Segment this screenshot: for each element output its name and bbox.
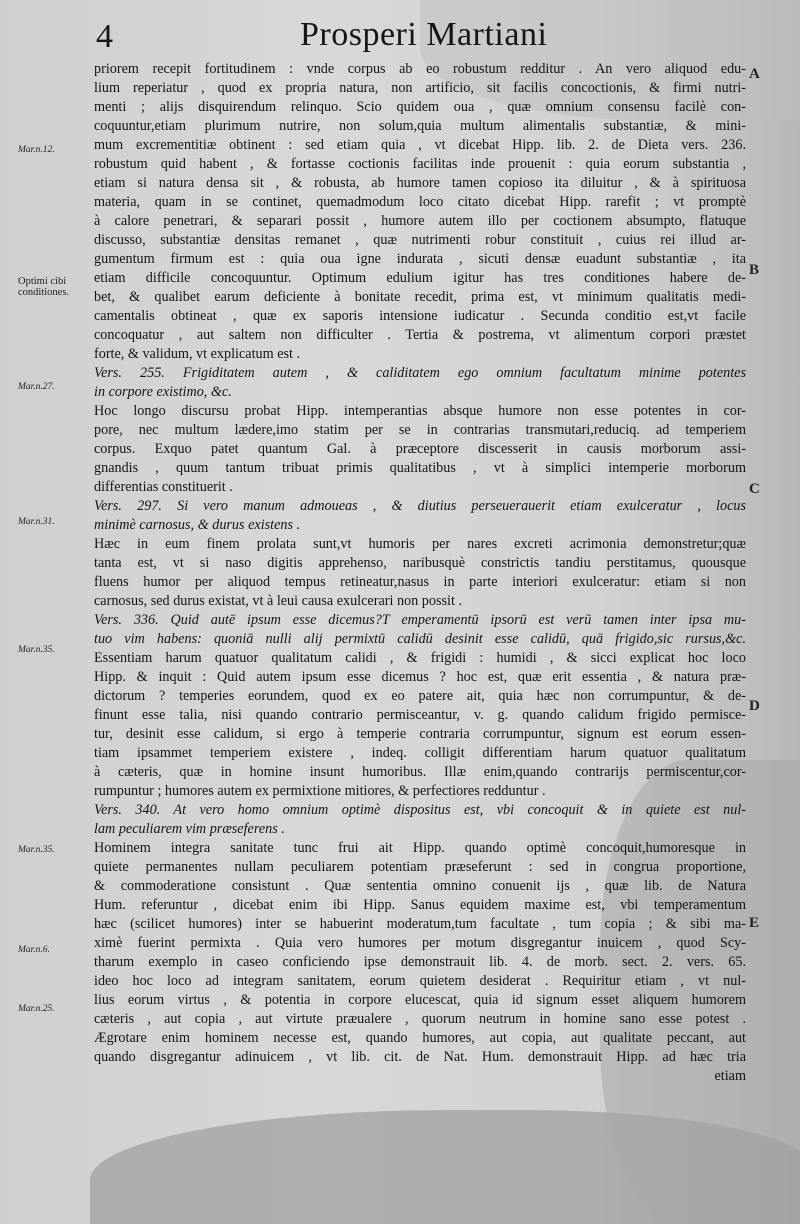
- margin-note: Optimi cibi conditiones.: [18, 276, 70, 298]
- verse-quote-line: Vers. 340. At vero homo omnium optimè dispositus est, vbi concoquit & in quiete est nul-: [94, 802, 746, 818]
- text-line: gnandis , quum tantum tribuat primis qualitatibus , vt à simplici intemperie morborum: [94, 460, 746, 476]
- text-line: priorem recepit fortitudinem : vnde corpus ab eo robustum redditur . An vero aliquod edu-: [94, 61, 746, 77]
- verse-quote-line: Vers. 255. Frigiditatem autem , & caliditatem ego omnium facultatum minime potentes: [94, 365, 746, 381]
- text-line: & commoderatione consistunt . Quæ sententia omnino conuenit ijs , quæ lib. de Natura: [94, 878, 746, 894]
- text-line: robustum quid habent , & fortasse coctionis facilitas inde prouenit : quia eorum substantia ,: [94, 156, 746, 172]
- text-line: finunt esse talia, nisi quando contrario permisceantur, v. g. quando calidum frigido permisce-: [94, 707, 746, 723]
- page-number: 4: [96, 18, 113, 55]
- margin-note: Mar.n.35.: [18, 845, 55, 855]
- text-line: materia, quam in se continet, quemadmodum loco citato dicebat Hipp. rarefit ; vt promptè: [94, 194, 746, 210]
- margin-note: Mar.n.27.: [18, 382, 55, 392]
- text-line: pore, nec multum lædere,imo statim per se in contrarias transmutari,reduciq. ad temperiem: [94, 422, 746, 438]
- text-line: ximè fuerint permixta . Quia vero humores per motum disgregantur inuicem , quod Scy-: [94, 935, 746, 951]
- text-line: Essentiam harum quatuor qualitatum calidi , & frigidi : humidi , & sicci explicat hoc loco: [94, 650, 746, 666]
- section-letter: E: [749, 915, 760, 931]
- verse-quote-line: lam peculiarem vim præseferens .: [94, 821, 285, 837]
- text-line: camentalis obtineat , quæ ex saporis intensione iudicatur . Secunda conditio est,vt facile: [94, 308, 746, 324]
- text-line: gumentum firmum est : quia oua igne indurata , sicuti densæ euadunt substantiæ , ita: [94, 251, 746, 267]
- text-line: coquuntur,etiam plurimum nutrire, non solum,quia multum alimentalis substantiæ, & mini-: [94, 118, 746, 134]
- text-line: corpus. Exquo patet quantum Gal. à præceptore discesserit in causis morborum assi-: [94, 441, 746, 457]
- text-line: menti ; alijs disquirendum relinquo. Scio quidem oua , quæ omnium consensu facilè con-: [94, 99, 746, 115]
- section-letter: B: [749, 262, 760, 278]
- text-line: etiam si natura densa sit , & robusta, ab humore tamen copioso ita diluitur , & à spirituosa: [94, 175, 746, 191]
- text-line: à calore penetrari, & separari possit , humore autem illo per coctionem absumpto, flatuque: [94, 213, 746, 229]
- verse-quote-line: minimè carnosus, & durus existens .: [94, 517, 301, 533]
- text-line: dictorum ? temperies eorundem, quod ex eo patere ait, quia hæc non corrumpuntur, & de-: [94, 688, 746, 704]
- section-letter: D: [749, 698, 760, 714]
- verse-quote-line: in corpore existimo, &c.: [94, 384, 232, 400]
- margin-note: Mar.n.12.: [18, 145, 55, 155]
- text-line: lius eorum virtus , & potentia in corpore elucescat, quia id signum esset aliquem humorem: [94, 992, 746, 1008]
- running-head: Prosperi Martiani: [300, 16, 548, 53]
- text-line: tur, desinit esse calidum, si ergo à temperie contraria corrumpuntur, signum est eorum essen-: [94, 726, 746, 742]
- text-line: carnosus, sed durus existat, vt à leui causa exulcerari non possit .: [94, 593, 462, 609]
- text-line: Hipp. & inquit : Quid autem ipsum esse dicemus ? hoc est, quæ erit essentia , & natura præ-: [94, 669, 746, 685]
- text-line: Hoc longo discursu probat Hipp. intemperantias absque humore non esse potentes in cor-: [94, 403, 746, 419]
- text-line: ideo hoc loco ad integram sanitatem, eorum quietem desiderat . Requiritur etiam , vt nul-: [94, 973, 746, 989]
- text-line: rumpuntur ; humores autem ex permixtione mitiores, & perfectiores redduntur .: [94, 783, 546, 799]
- text-line: tanta est, vt si naso digitis apprehenso, naribusquè constrictis tandiu perstitamus, quousque: [94, 555, 746, 571]
- section-letter: C: [749, 481, 760, 497]
- margin-note: Mar.n.35.: [18, 645, 55, 655]
- text-line: etiam difficile concoquuntur. Optimum edulium igitur has tres conditiones habere de-: [94, 270, 746, 286]
- text-line: concoquatur , aut saltem non difficulter . Tertia & postrema, vt alimentum corpori præstet: [94, 327, 746, 343]
- text-line: discusso, substantiæ densitas remanet , quæ nutrimenti robur constituit , cuius rei illud ar-: [94, 232, 746, 248]
- text-line: forte, & validum, vt explicatum est .: [94, 346, 301, 362]
- text-line: differentias constituerit .: [94, 479, 233, 495]
- text-line: mum excrementitiæ obtinent : sed etiam quia , vt dicebat Hipp. lib. 2. de Dieta vers. 236.: [94, 137, 746, 153]
- text-line: lium reperiatur , quod ex propria natura, non artificio, sit facilis concoctionis, & firmi nutri-: [94, 80, 746, 96]
- text-line: fluens humor per aliquod tempus retineatur,nasus in parte interiori exulceratur: etiam si non: [94, 574, 746, 590]
- text-line: Hæc in eum finem prolata sunt,vt humoris per nares excreti acrimonia demonstretur;quæ: [94, 536, 746, 552]
- text-line: tharum exemplo in caseo conficiendo ipse demonstrauit lib. 4. de morb. sect. 2. vers. 65.: [94, 954, 746, 970]
- text-line: hæc (scilicet humores) inter se habuerint moderatum,tum facultate , tum copia ; & sibi ma-: [94, 916, 746, 932]
- body-text: [94, 60, 746, 1086]
- verse-quote-line: Vers. 336. Quid autē ipsum esse dicemus?T emperamentū ipsorū est verū tamen inter ipsa mu-: [94, 612, 746, 628]
- verse-quote-line: tuo vim habens: quoniā nulli alij permixtū calidū desinit esse calidū, quā frigido,sic rursus,&c.: [94, 631, 746, 647]
- margin-note: Mar.n.25.: [18, 1004, 55, 1014]
- verse-quote-line: Vers. 297. Si vero manum admoueas , & diutius perseuerauerit etiam exulceratur , locus: [94, 498, 746, 514]
- text-line: Hum. referuntur , dicebat enim ibi Hipp. Sanus equidem maxime est, vbi temperamentum: [94, 897, 746, 913]
- section-letter: A: [749, 66, 760, 82]
- text-line: bet, & qualibet earum deficiente à bonitate recedit, prima est, vt minimum qualitatis medi-: [94, 289, 746, 305]
- catchword: etiam: [714, 1068, 746, 1084]
- text-line: tiam ipsammet temperiem existere , indeq. colligit differentiam harum quatuor qualitatum: [94, 745, 746, 761]
- margin-note: Mar.n.31.: [18, 517, 55, 527]
- text-line: cæteris , aut copia , aut virtute præualere , quorum neutrum in homine sano esse potest .: [94, 1011, 746, 1027]
- text-line: Ægrotare enim hominem necesse est, quando humores, aut copia, aut qualitate peccant, aut: [94, 1030, 746, 1046]
- text-line: Hominem integra sanitate tunc frui ait Hipp. quando optimè concoquit,humoresque in: [94, 840, 746, 856]
- margin-note: Mar.n.6.: [18, 945, 50, 955]
- text-line: quando disgregantur adinuicem , vt lib. cit. de Nat. Hum. demonstrauit Hipp. ad hæc tria: [94, 1049, 746, 1065]
- page-header: [0, 12, 800, 60]
- text-line: quiete permanentes nullam peculiarem potentiam præseferunt : sed in congrua proportione,: [94, 859, 746, 875]
- text-line: à cæteris, quæ in homine insunt humoribus. Illæ enim,quando contrarijs permiscentur,cor-: [94, 764, 746, 780]
